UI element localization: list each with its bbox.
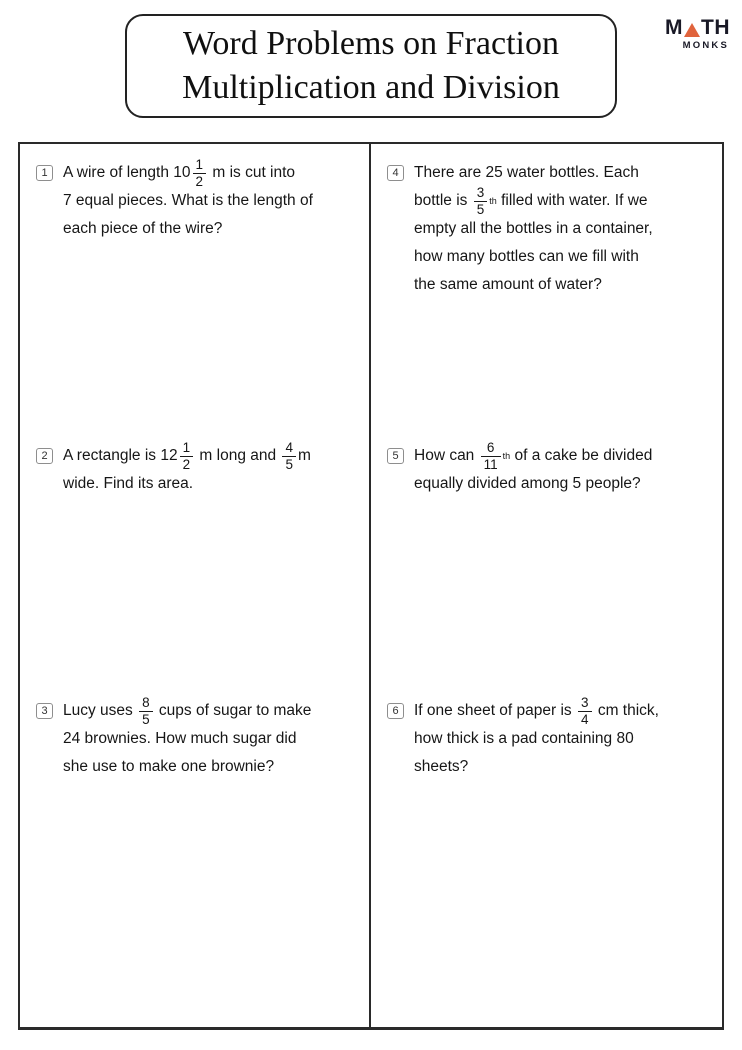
problem-line-text: m is cut into (208, 164, 296, 181)
problem-text (63, 442, 311, 498)
problem-line (63, 159, 313, 187)
problem-number-badge: 3 (36, 703, 53, 719)
problem-line (63, 697, 311, 725)
fraction-numerator: 3 (476, 185, 485, 200)
problem-text (414, 697, 659, 781)
problem-line (63, 470, 311, 498)
problem-line-text: empty all the bottles in a container, (414, 220, 653, 237)
fraction-denominator: 2 (180, 456, 194, 473)
problem-line-text: she use to make one brownie? (63, 758, 275, 775)
problem-text (414, 442, 652, 498)
fraction-numerator: 1 (195, 157, 204, 172)
problem-text (63, 159, 313, 243)
fraction (578, 695, 592, 727)
fraction-ordinal-suffix: th (502, 451, 511, 461)
problem-line (63, 187, 313, 215)
problem-line (63, 753, 311, 781)
title-line-2: Multiplication and Division (182, 69, 560, 106)
fraction-denominator: 5 (139, 711, 153, 728)
problem-line-text: 24 brownies. How much sugar did (63, 730, 297, 747)
fraction (139, 695, 153, 727)
problem-line (414, 271, 653, 299)
problem-cell-1 (20, 144, 371, 425)
fraction (180, 440, 194, 472)
fraction-ordinal-suffix: th (489, 196, 497, 206)
fraction-numerator: 3 (581, 695, 589, 710)
fraction-numerator: 6 (486, 440, 495, 455)
problem-line-text: Lucy uses (63, 702, 138, 719)
logo-wordmark (665, 17, 730, 38)
fraction (481, 440, 501, 472)
problem-line-text: 7 equal pieces. What is the length of (63, 192, 313, 209)
problem-line (414, 442, 652, 470)
fraction-numerator: 1 (182, 440, 191, 455)
fraction-denominator: 2 (193, 173, 207, 190)
problem-line-text: There are 25 water bottles. Each (414, 164, 639, 181)
problem-cell-2 (20, 425, 371, 680)
problem-line (414, 697, 659, 725)
problem-line (414, 243, 653, 271)
problem-line-text: cm thick, (593, 702, 659, 719)
fraction (193, 157, 207, 189)
problem-number-badge: 4 (387, 165, 404, 181)
problem-line (63, 725, 311, 753)
fraction-denominator: 5 (282, 456, 296, 473)
problem-line-text: If one sheet of paper is (414, 702, 576, 719)
problem (36, 159, 363, 243)
problem-line (414, 470, 652, 498)
math-monks-logo (665, 17, 730, 51)
problem-number-badge: 2 (36, 448, 53, 464)
problem (387, 442, 716, 498)
problem-line (414, 187, 653, 215)
logo-letters-th: TH (701, 16, 730, 39)
problem-line (414, 753, 659, 781)
problem-line-text: How can (414, 447, 479, 464)
problem (36, 442, 363, 498)
title-line-1: Word Problems on Fraction (183, 24, 559, 62)
problem-line (414, 725, 659, 753)
problem-line-text: A wire of length 10 (63, 164, 191, 181)
problem-line-text: A rectangle is 12 (63, 447, 178, 464)
problem-line-text: the same amount of water? (414, 276, 602, 293)
problem-line (414, 159, 653, 187)
problem (387, 697, 716, 781)
problem-cell-4 (371, 144, 722, 425)
worksheet-grid (18, 142, 724, 1030)
fraction-denominator: 5 (474, 201, 488, 218)
problem-line-text: how many bottles can we fill with (414, 248, 639, 265)
problem-number-badge: 1 (36, 165, 53, 181)
fraction-denominator: 4 (578, 711, 592, 728)
problem-line-text: cups of sugar to make (154, 702, 312, 719)
problem-cell-6 (371, 680, 722, 1027)
problem-line-text: wide. Find its area. (63, 475, 194, 492)
problem-text (63, 697, 311, 781)
triangle-icon (684, 23, 700, 37)
problem-line (63, 215, 313, 243)
problem-cell-3 (20, 680, 371, 1027)
fraction (474, 185, 488, 217)
problem-line (414, 215, 653, 243)
fraction-denominator: 11 (481, 456, 501, 473)
problem-line-text: each piece of the wire? (63, 220, 223, 237)
fraction-numerator: 8 (142, 695, 150, 710)
fraction (282, 440, 296, 472)
problem (387, 159, 716, 299)
problem-number-badge: 5 (387, 448, 404, 464)
problem-line-text: of a cake be divided (510, 447, 653, 464)
problem-line-text: bottle is (414, 192, 472, 209)
problem-line-text: filled with water. If we (496, 192, 648, 209)
problem-line-text: sheets? (414, 758, 469, 775)
logo-subtext: MONKS (682, 40, 729, 51)
problem-number-badge: 6 (387, 703, 404, 719)
problem-line-text: equally divided among 5 people? (414, 475, 641, 492)
logo-letter-m: M (665, 16, 683, 39)
problem-cell-5 (371, 425, 722, 680)
problem-text (414, 159, 653, 299)
problem-line-text: how thick is a pad containing 80 (414, 730, 634, 747)
problem-line-text: m long and (195, 447, 281, 464)
problem (36, 697, 363, 781)
problem-line-text: m (297, 447, 311, 464)
title-box (125, 14, 617, 118)
problem-line (63, 442, 311, 470)
fraction-numerator: 4 (285, 440, 293, 455)
